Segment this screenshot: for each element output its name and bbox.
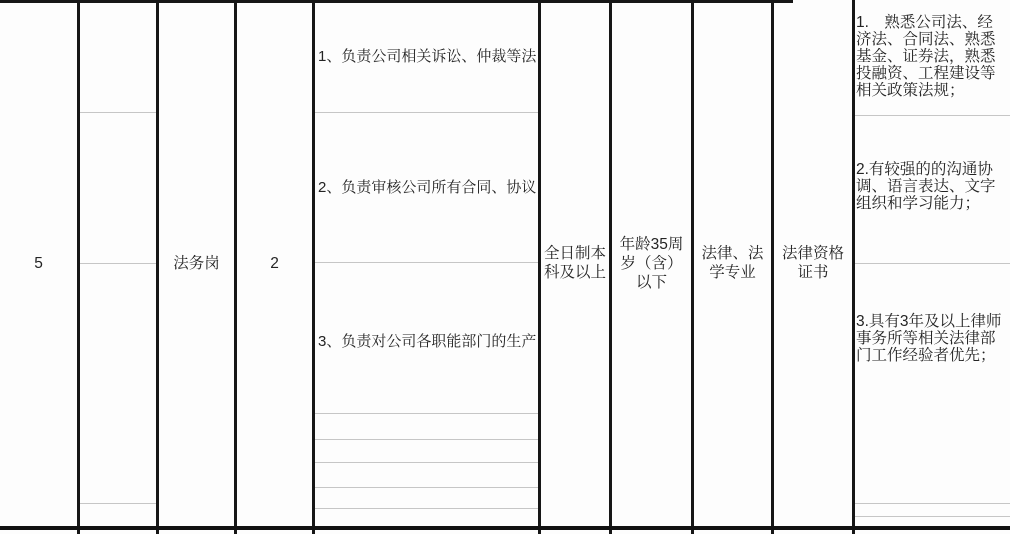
sub-row-line xyxy=(315,487,538,488)
sub-row-line xyxy=(855,503,1010,504)
sub-row-line xyxy=(855,263,1010,264)
sub-row-line xyxy=(315,112,538,113)
requirement-item-1: 1. 熟悉公司法、经济法、合同法、熟悉基金、证券法，熟悉投融资、工程建设等相关政策法规； xyxy=(856,14,996,99)
sub-row-line xyxy=(855,115,1010,116)
education-text: 全日制本科及以上 xyxy=(543,245,606,281)
headcount-text: 2 xyxy=(270,254,279,272)
sub-row-line xyxy=(315,262,538,263)
cell-age-limit xyxy=(612,0,691,526)
cell-position-name xyxy=(159,0,234,526)
sub-row-line xyxy=(315,439,538,440)
sub-row-line xyxy=(315,413,538,414)
sub-row-line xyxy=(855,516,1010,517)
row-bottom-border xyxy=(0,526,1010,530)
column-divider xyxy=(852,0,855,534)
position-name-text: 法务岗 xyxy=(173,254,220,272)
age-limit-text: 年龄35周岁（含）以下 xyxy=(619,235,684,291)
sub-row-line xyxy=(315,508,538,509)
cell-row-number xyxy=(0,0,77,526)
duty-item-3: 3、负责对公司各职能部门的生产 xyxy=(318,333,537,350)
requirement-item-2: 2.有较强的的沟通协调、语言表达、文字组织和学习能力； xyxy=(856,161,996,212)
sub-row-line xyxy=(315,462,538,463)
cell-certificate xyxy=(774,0,852,526)
cell-education xyxy=(541,0,609,526)
duty-item-1: 1、负责公司相关诉讼、仲裁等法 xyxy=(318,48,537,65)
cell-headcount xyxy=(237,0,312,526)
row-number-text: 5 xyxy=(34,254,43,272)
certificate-text: 法律资格证书 xyxy=(781,245,844,281)
requirement-item-3: 3.具有3年及以上律师事务所等相关法律部门工作经验者优先； xyxy=(856,313,1002,364)
cell-blank xyxy=(80,0,156,526)
cell-major xyxy=(694,0,771,526)
major-text: 法律、法学专业 xyxy=(701,245,764,281)
column-divider xyxy=(312,0,315,534)
duty-item-2: 2、负责审核公司所有合同、协议 xyxy=(318,179,537,196)
